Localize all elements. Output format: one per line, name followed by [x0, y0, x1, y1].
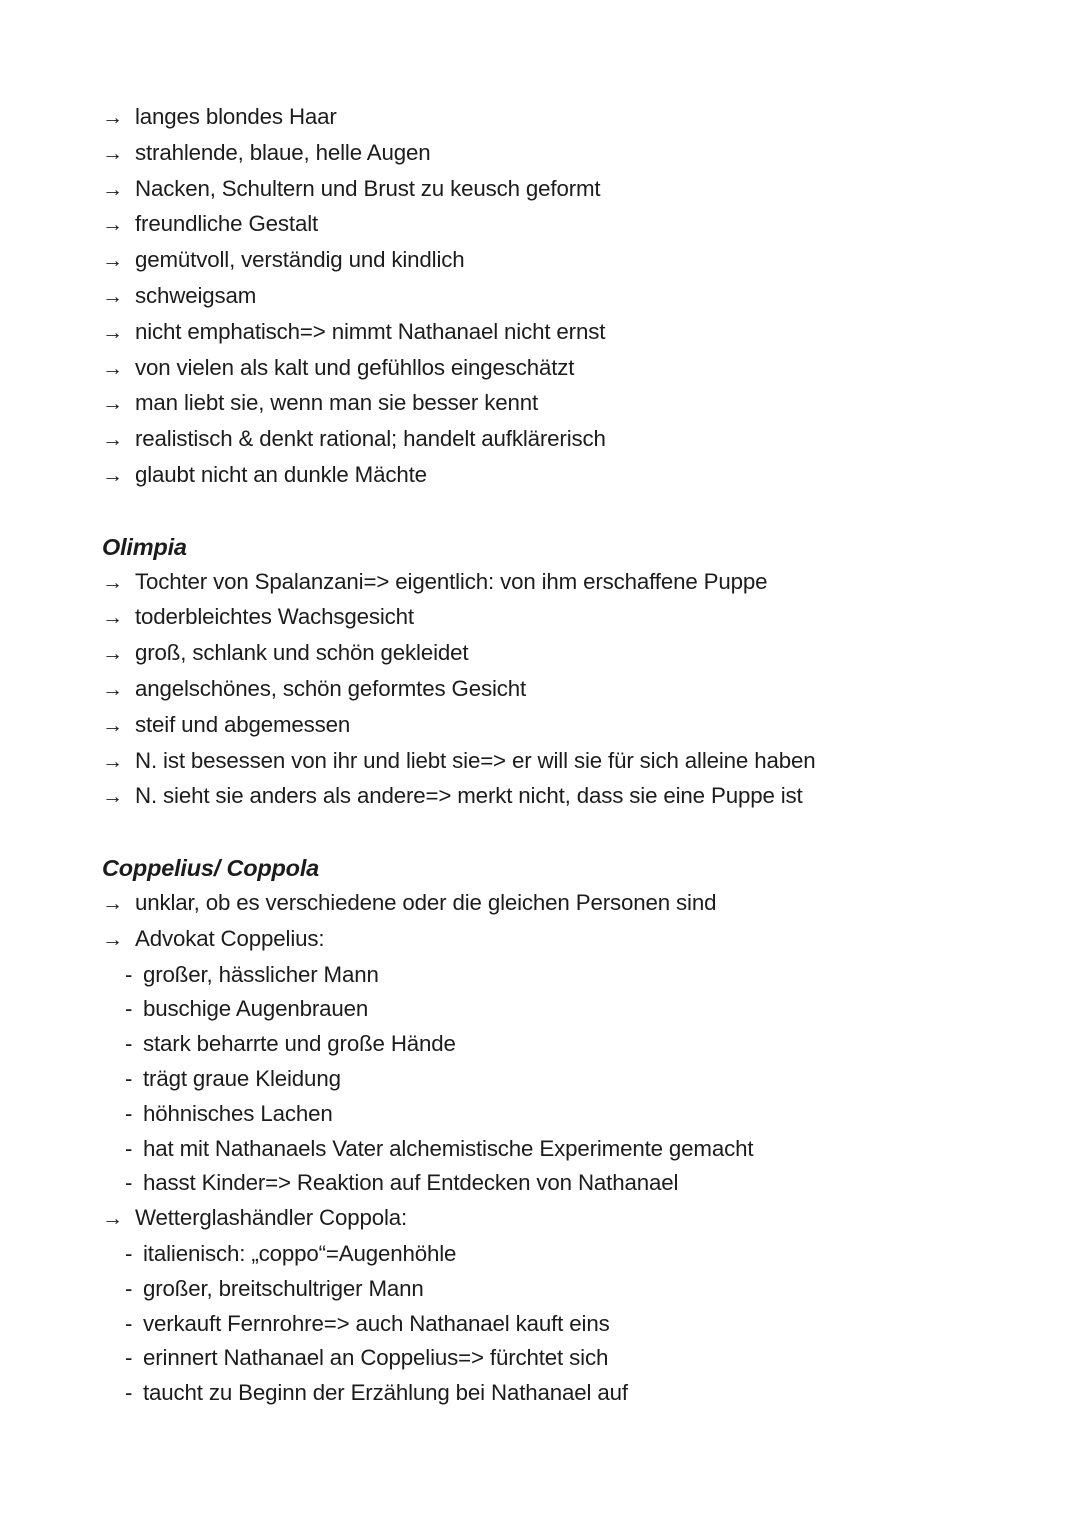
- item-text: Tochter von Spalanzani=> eigentlich: von ihm erschaffene Puppe: [135, 568, 768, 594]
- section: [102, 851, 1040, 1411]
- sub-list: [102, 958, 1040, 1202]
- item-text: langes blondes Haar: [135, 104, 337, 129]
- list-item: [102, 565, 1040, 601]
- sub-item-text: großer, breitschultriger Mann: [143, 1275, 424, 1301]
- arrow-bullet-icon: →: [102, 642, 123, 666]
- item-text: nicht emphatisch=> nimmt Nathanael nicht ernst: [135, 318, 606, 344]
- arrow-bullet-icon: →: [102, 428, 123, 452]
- sub-list-item: [102, 1376, 1040, 1411]
- item-list: [102, 886, 1040, 1411]
- list-item: [102, 636, 1040, 672]
- arrow-bullet-icon: →: [102, 213, 123, 237]
- sub-item-text: italienisch: „coppo“=Augenhöhle: [143, 1240, 457, 1266]
- arrow-bullet-icon: →: [102, 141, 123, 165]
- dash-bullet-icon: -: [125, 1240, 133, 1266]
- dash-bullet-icon: -: [125, 1065, 133, 1091]
- arrow-bullet-icon: →: [102, 677, 123, 701]
- item-text: Wetterglashändler Coppola:: [135, 1205, 408, 1231]
- item-text: schweigsam: [135, 282, 257, 308]
- item-text: von vielen als kalt und gefühllos eingeschätzt: [135, 354, 575, 380]
- arrow-bullet-icon: →: [102, 106, 123, 129]
- sub-item-text: hasst Kinder=> Reaktion auf Entdecken von Nathanael: [143, 1170, 679, 1196]
- arrow-bullet-icon: →: [102, 927, 123, 951]
- list-item: [102, 136, 1040, 172]
- item-text: N. sieht sie anders als andere=> merkt nicht, dass sie eine Puppe ist: [135, 783, 803, 809]
- item-text: steif und abgemessen: [135, 711, 351, 737]
- item-list: [102, 100, 1040, 494]
- sub-list-item: [102, 1341, 1040, 1376]
- list-item: [102, 922, 1040, 1201]
- list-item: [102, 672, 1040, 708]
- sub-list-item: [102, 1166, 1040, 1201]
- sub-item-text: stark beharrte und große Hände: [143, 1031, 456, 1057]
- dash-bullet-icon: -: [125, 1380, 133, 1406]
- section-heading: Coppelius/ Coppola: [102, 855, 320, 882]
- dash-bullet-icon: -: [125, 1345, 133, 1371]
- sub-list-item: [102, 1132, 1040, 1167]
- list-item: [102, 886, 1040, 922]
- dash-bullet-icon: -: [125, 1275, 133, 1301]
- sub-list-item: [102, 1062, 1040, 1097]
- list-item: [102, 600, 1040, 636]
- item-text: Nacken, Schultern und Brust zu keusch geformt: [135, 175, 601, 201]
- arrow-bullet-icon: →: [102, 606, 123, 630]
- item-text: gemütvoll, verständig und kindlich: [135, 247, 465, 273]
- dash-bullet-icon: -: [125, 1100, 133, 1126]
- item-text: glaubt nicht an dunkle Mächte: [135, 461, 427, 487]
- arrow-bullet-icon: →: [102, 284, 123, 308]
- item-list: [102, 565, 1040, 816]
- sub-item-text: taucht zu Beginn der Erzählung bei Nathanael auf: [143, 1380, 628, 1406]
- list-item: [102, 243, 1040, 279]
- sub-list-item: [102, 992, 1040, 1027]
- item-text: man liebt sie, wenn man sie besser kennt: [135, 390, 538, 416]
- list-item: [102, 172, 1040, 208]
- arrow-bullet-icon: →: [102, 463, 123, 487]
- item-text: toderbleichtes Wachsgesicht: [135, 604, 414, 630]
- section: [102, 100, 1040, 494]
- section: [102, 530, 1040, 815]
- arrow-bullet-icon: →: [102, 785, 123, 809]
- sub-item-text: buschige Augenbrauen: [143, 996, 369, 1022]
- sub-item-text: trägt graue Kleidung: [143, 1065, 341, 1091]
- list-item: [102, 744, 1040, 780]
- sub-item-text: höhnisches Lachen: [143, 1100, 333, 1126]
- list-item: [102, 779, 1040, 815]
- dash-bullet-icon: -: [125, 961, 133, 987]
- list-item: [102, 279, 1040, 315]
- sub-item-text: verkauft Fernrohre=> auch Nathanael kauft eins: [143, 1310, 610, 1336]
- list-item: [102, 458, 1040, 494]
- item-text: Advokat Coppelius:: [135, 925, 325, 951]
- dash-bullet-icon: -: [125, 996, 133, 1022]
- arrow-bullet-icon: →: [102, 320, 123, 344]
- sub-item-text: hat mit Nathanaels Vater alchemistische Experimente gemacht: [143, 1135, 754, 1161]
- list-item: [102, 315, 1040, 351]
- arrow-bullet-icon: →: [102, 392, 123, 416]
- arrow-bullet-icon: →: [102, 249, 123, 273]
- arrow-bullet-icon: →: [102, 1207, 123, 1231]
- item-text: strahlende, blaue, helle Augen: [135, 139, 431, 165]
- sub-list: [102, 1237, 1040, 1411]
- item-text: groß, schlank und schön gekleidet: [135, 640, 469, 666]
- dash-bullet-icon: -: [125, 1135, 133, 1161]
- arrow-bullet-icon: →: [102, 177, 123, 201]
- document-body: [102, 100, 1040, 1411]
- sub-list-item: [102, 1272, 1040, 1307]
- item-text: realistisch & denkt rational; handelt aufklärerisch: [135, 426, 606, 452]
- sub-list-item: [102, 1027, 1040, 1062]
- list-item: [102, 708, 1040, 744]
- arrow-bullet-icon: →: [102, 713, 123, 737]
- item-text: freundliche Gestalt: [135, 211, 319, 237]
- sub-item-text: erinnert Nathanael an Coppelius=> fürchtet sich: [143, 1345, 609, 1371]
- list-item: [102, 351, 1040, 387]
- list-item: [102, 1201, 1040, 1411]
- list-item: [102, 207, 1040, 243]
- section-heading: Olimpia: [102, 533, 187, 560]
- sub-list-item: [102, 1097, 1040, 1132]
- dash-bullet-icon: -: [125, 1031, 133, 1057]
- arrow-bullet-icon: →: [102, 570, 123, 594]
- sub-list-item: [102, 1307, 1040, 1342]
- item-text: N. ist besessen von ihr und liebt sie=> er will sie für sich alleine haben: [135, 747, 816, 773]
- sub-list-item: [102, 1237, 1040, 1272]
- sub-list-item: [102, 958, 1040, 993]
- dash-bullet-icon: -: [125, 1170, 133, 1196]
- list-item: [102, 386, 1040, 422]
- sub-item-text: großer, hässlicher Mann: [143, 961, 379, 987]
- list-item: [102, 422, 1040, 458]
- list-item: [102, 100, 1040, 136]
- arrow-bullet-icon: →: [102, 356, 123, 380]
- dash-bullet-icon: -: [125, 1310, 133, 1336]
- item-text: angelschönes, schön geformtes Gesicht: [135, 675, 527, 701]
- arrow-bullet-icon: →: [102, 749, 123, 773]
- item-text: unklar, ob es verschiedene oder die gleichen Personen sind: [135, 889, 717, 915]
- arrow-bullet-icon: →: [102, 891, 123, 915]
